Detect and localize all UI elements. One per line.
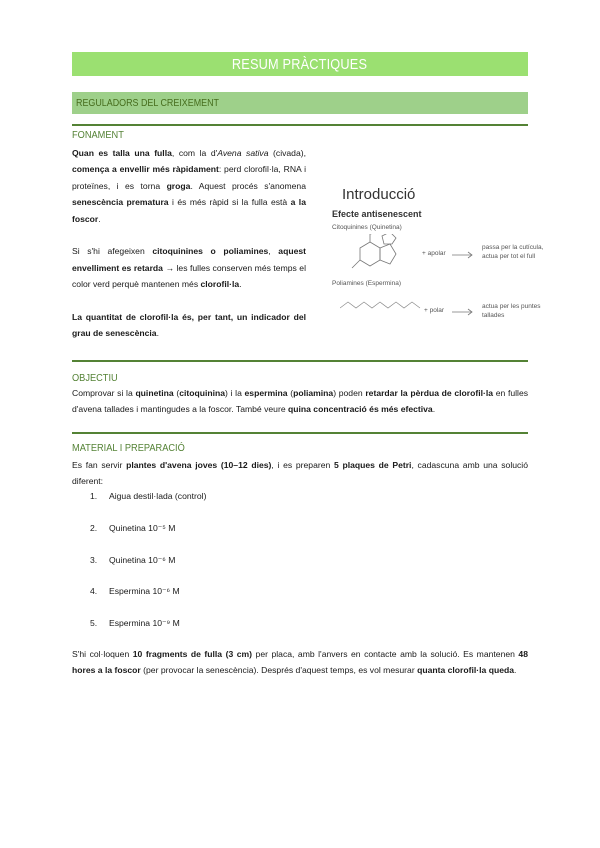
figure-subtitle: Efecte antisenescent [332, 209, 422, 219]
figure-note-tallades: tallades [482, 312, 505, 319]
fonament-paragraph-2: Si s'hi afegeixen citoquinines o poliamines, aquest envelliment es retarda → les fulles conserven més temps el color verd perquè mantenen més clorofil·la. [72, 246, 306, 290]
list-item: 4. Espermina 10⁻⁶ M [90, 586, 180, 597]
figure-note-apolar: + apolar [422, 250, 446, 257]
fonament-paragraph-1: Quan es talla una fulla, com la d'Avena sativa (civada), comença a envellir més ràpidament: perd clorofil·la, RNA i proteïnes, i es torna groga. Aquest procés s'anomena senescència prematura i és més ràpid si la fulla està a la foscor. [72, 148, 306, 224]
heading-objectiu: OBJECTIU [72, 372, 118, 384]
figure-label-poliamines: Poliamines (Espermina) [332, 280, 401, 287]
divider-top [72, 124, 528, 126]
list-item: 1. Aigua destil·lada (control) [90, 491, 207, 501]
figure-note-puntes: actua per les puntes [482, 303, 541, 310]
heading-material: MATERIAL I PREPARACIÓ [72, 442, 185, 454]
material-closing: S'hi col·loquen 10 fragments de fulla (3 cm) per placa, amb l'anvers en contacte amb la solució. Es mantenen 48 hores a la foscor (per provocar la senescència). Després d'aquest temps, es vol mesurar quanta clorofil·la queda. [72, 649, 528, 676]
list-item: 5. Espermina 10⁻⁹ M [90, 618, 180, 629]
arrow-icon-2 [452, 307, 474, 317]
figure-note-polar: + polar [424, 307, 445, 314]
material-intro: Es fan servir plantes d'avena joves (10–12 dies), i es preparen 5 plaques de Petri, cadascuna amb una solució diferent: [72, 460, 528, 487]
kinetin-structure-icon [340, 234, 420, 278]
figure-note-tot-el-full: actua per tot el full [482, 253, 536, 260]
section-bar [72, 92, 528, 114]
section-title: REGULADORS DEL CREIXEMENT [76, 97, 219, 109]
document-title: RESUM PRÀCTIQUES [232, 55, 368, 73]
solutions-list [90, 491, 206, 650]
objectiu-paragraph: Comprovar si la quinetina (citoquinina) i la espermina (poliamina) poden retardar la pèrdua de clorofil·la en fulles d'avena tallades i mantingudes a la foscor. També veure quina concentració és més efectiva. [72, 388, 529, 415]
figure-label-citoquinines: Citoquinines (Quinetina) [332, 224, 402, 231]
fonament-paragraph-3: La quantitat de clorofil·la és, per tant, un indicador del grau de senescència. [72, 312, 307, 339]
spermine-structure-icon [340, 294, 430, 318]
heading-fonament: FONAMENT [72, 129, 124, 141]
document-title-bar [72, 52, 528, 76]
introduccio-figure [318, 172, 544, 330]
list-item: 2. Quinetina 10⁻⁵ M [90, 522, 176, 533]
divider-material [72, 432, 528, 434]
arrow-icon-1 [452, 250, 474, 260]
figure-title: Introducció [342, 186, 416, 203]
figure-note-cuticula: passa per la cutícula, [482, 244, 544, 251]
list-item: 3. Quinetina 10⁻⁶ M [90, 554, 176, 565]
divider-objectiu [72, 360, 528, 362]
